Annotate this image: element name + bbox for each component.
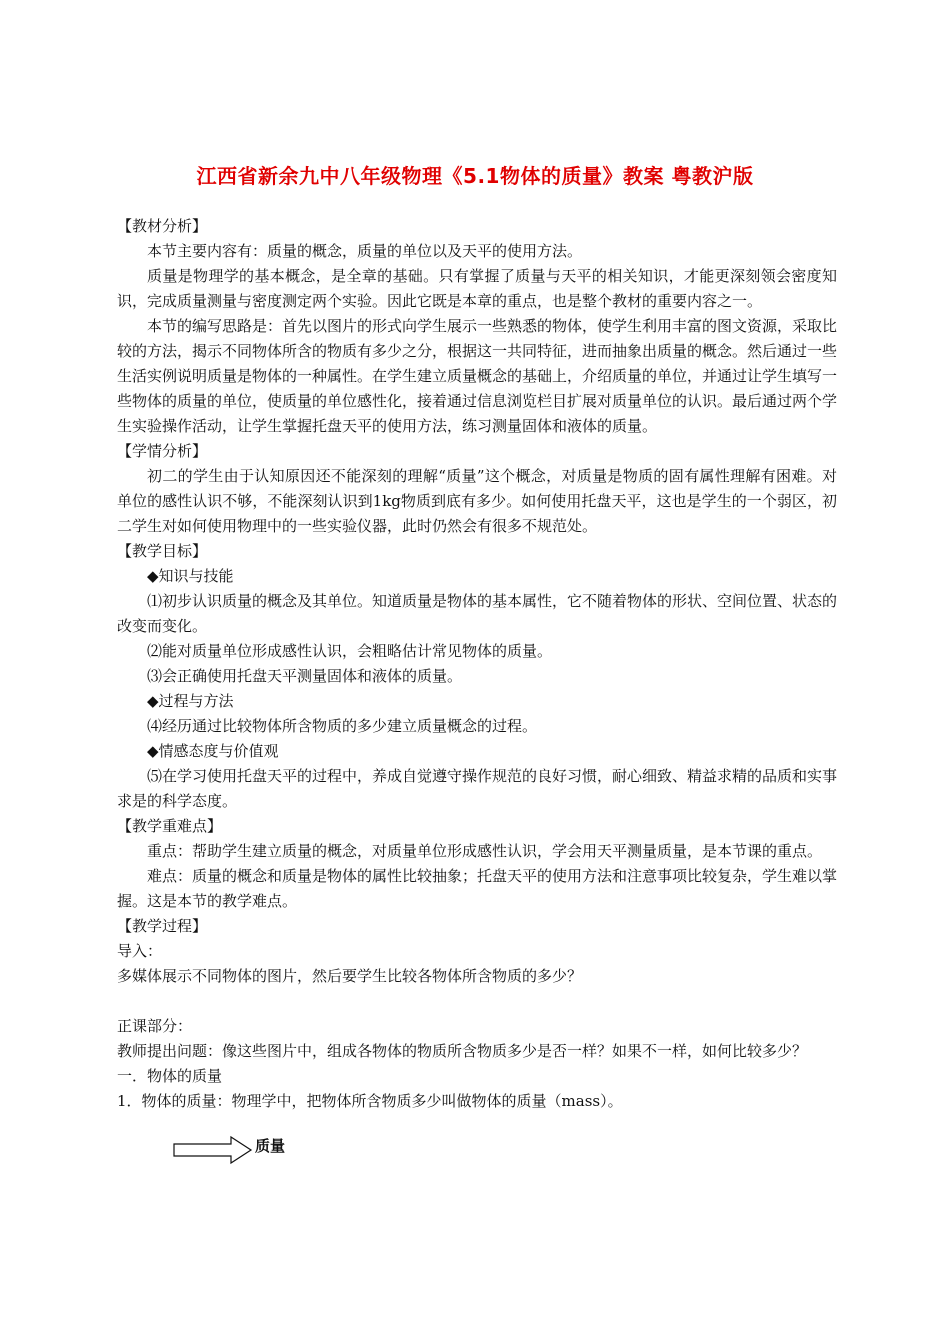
list-item: ⑵能对质量单位形成感性认识，会粗略估计常见物体的质量。 [147,642,553,660]
arrow-label: 质量 [255,1137,286,1155]
paragraph-intro-head: 导入： [117,942,163,960]
section-heading-goals: 【教学目标】 [117,542,208,560]
paragraph: 重点：帮助学生建立质量的概念，对质量单位形成感性认识，学会用天平测量质量，是本节课的重点。 [147,842,823,860]
part-heading: 一．物体的质量 [117,1067,223,1085]
list-item: ⑴初步认识质量的概念及其单位。知道质量是物体的基本属性，它不随着物体的形状、空间位置、状态的改变而变化。 [117,592,838,635]
section-heading-process: 【教学过程】 [117,917,208,935]
subheading-knowledge: ◆知识与技能 [147,567,234,585]
paragraph: 质量是物理学的基本概念，是全章的基础。只有掌握了质量与天平的相关知识，才能更深刻领会密度知识，完成质量测量与密度测定两个实验。因此它既是本章的重点，也是整个教材的重要内容之一。 [117,267,837,310]
section-heading-analysis: 【教材分析】 [117,217,208,235]
paragraph: 教师提出问题：像这些图片中，组成各物体的物质所含物质多少是否一样？如果不一样，如何比较多少？ [117,1042,808,1060]
right-arrow-icon [173,1135,253,1165]
paragraph: 难点：质量的概念和质量是物体的属性比较抽象；托盘天平的使用方法和注意事项比较复杂，学生难以掌握。这是本节的教学难点。 [117,867,838,910]
subheading-emotion: ◆情感态度与价值观 [147,742,279,760]
list-item: ⑷经历通过比较物体所含物质的多少建立质量概念的过程。 [147,717,538,735]
section-heading-learner: 【学情分析】 [117,442,208,460]
paragraph-main-head: 正课部分： [117,1017,193,1035]
arrow-annotation [173,1135,343,1165]
blank-line [117,989,837,1014]
paragraph: 初二的学生由于认知原因还不能深刻的理解“质量”这个概念，对质量是物质的固有属性理解有困难。对单位的感性认识不够，不能深刻认识到1kg物质到底有多少。如何使用托盘天平，这也是学生的一个弱区，初二学生对如何使用物理中的一些实验仪器，此时仍然会有很多不规范处。 [117,467,837,535]
document-body [117,214,837,1114]
subheading-process: ◆过程与方法 [147,692,234,710]
list-item: ⑶会正确使用托盘天平测量固体和液体的质量。 [147,667,463,685]
document-title: 江西省新余九中八年级物理《5.1物体的质量》教案 粤教沪版 [196,164,754,188]
section-heading-key-points: 【教学重难点】 [117,817,223,835]
list-item: ⑸在学习使用托盘天平的过程中，养成自觉遵守操作规范的良好习惯，耐心细致、精益求精的品质和实事求是的科学态度。 [117,767,838,810]
paragraph: 多媒体展示不同物体的图片，然后要学生比较各物体所含物质的多少？ [117,967,583,985]
paragraph: 1．物体的质量：物理学中，把物体所含物质多少叫做物体的质量（mass）。 [117,1092,623,1110]
paragraph: 本节主要内容有：质量的概念，质量的单位以及天平的使用方法。 [147,242,583,260]
paragraph: 本节的编写思路是：首先以图片的形式向学生展示一些熟悉的物体，使学生利用丰富的图文资源，采取比较的方法，揭示不同物体所含的物质有多少之分，根据这一共同特征，进而抽象出质量的概念。然后通过一些生活实例说明质量是物体的一种属性。在学生建立质量概念的基础上，介绍质量的单位，并通过让学生填写一些物体的质量的单位，使质量的单位感性化，接着通过信息浏览栏目扩展对质量单位的认识。最后通过两个学生实验操作活动，让学生掌握托盘天平的使用方法，练习测量固体和液体的质量。 [117,317,838,435]
